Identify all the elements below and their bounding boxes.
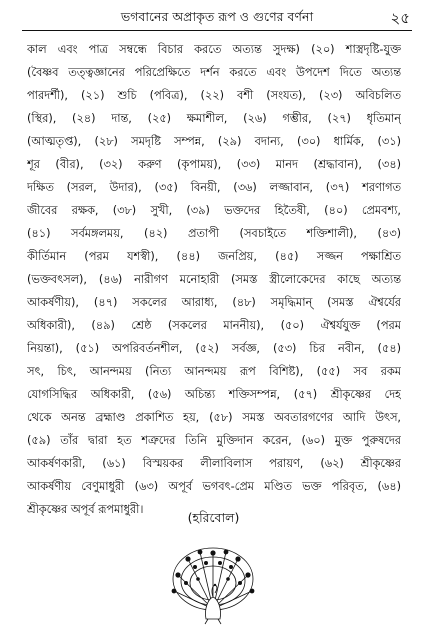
text-line: সৎ, চিৎ, আনন্দময় (নিত্য আনন্দময় রূপ বিশিষ্ট), (৫৫) সব রকম <box>27 365 401 378</box>
text-line: শ্রীকৃষ্ণের অপূর্ব রূপমাধুরী। <box>27 503 144 516</box>
text-line: আকর্ষণীয় বেণুমাধুরী (৬৩) অপূর্ব ভগবৎ-প্রেম মণ্ডিত ভক্ত পরিবৃত, (৬৪) <box>27 480 401 493</box>
text-line: (ভক্তবৎসল), (৪৬) নারীগণ মনোহারী (সমস্ত স্ত্রীলোকেদের কাছে অত্যন্ত <box>27 273 401 286</box>
text-line: (আত্মতৃপ্ত), (২৮) সমদৃষ্টি সম্পন্ন, (২৯) বদান্য, (৩০) ধার্মিক, (৩১) <box>27 135 401 148</box>
text-line: জীবের রক্ষক, (৩৮) সুখী, (৩৯) ভক্তদের হিতৈষী, (৪০) প্রেমবশ্য, <box>27 204 401 217</box>
text-line: (স্থির), (২৪) দান্ত, (২৫) ক্ষমাশীল, (২৬) গম্ভীর, (২৭) ধৃতিমান্ <box>27 112 401 125</box>
text-line: অধিকারী), (৪৯) শ্রেষ্ঠ (সকলের মাননীয়), (৫০) ঐশ্বর্যযুক্ত (পরম <box>27 319 401 332</box>
text-line: দক্ষিত (সরল, উদার), (৩৫) বিনয়ী, (৩৬) লজ্জাবান, (৩৭) শরণাগত <box>27 181 401 194</box>
text-line: যোগসিদ্ধির অধিকারী, (৫৬) অচিন্ত্য শক্তিসম্পন্ন, (৫৭) শ্রীকৃষ্ণের দেহ <box>27 388 401 401</box>
text-line: (৪১) সর্বমঙ্গলময়, (৪২) প্রতাপী (সবচাইতে শক্তিশালী), (৪৩) <box>27 227 401 240</box>
text-line: কাল এবং পাত্র সম্বন্ধে বিচার করতে অত্যন্ত সুদক্ষ) (২০) শাস্ত্রদৃষ্টি-যুক্ত <box>27 43 401 56</box>
text-line: কীর্তিমান (পরম যশস্বী), (৪৪) জনপ্রিয়, (৪৫) সজ্জন পক্ষাশ্রিত <box>27 250 401 263</box>
page-number: ২৫ <box>390 9 410 27</box>
body-text <box>27 38 401 521</box>
text-line: (৫৯) তাঁর দ্বারা হত শত্রুদের তিনি মুক্তিদান করেন, (৬০) মুক্ত পুরুষদের <box>27 434 401 447</box>
text-line: আকর্ষণকারী, (৬১) বিস্ময়কর লীলাবিলাস পরায়ণ, (৬২) শ্রীকৃষ্ণের <box>27 457 401 470</box>
text-line: আকর্ষণীয়), (৪৭) সকলের আরাধ্য, (৪৮) সমৃদ্ধিমান্ (সমস্ত ঐশ্বর্যের <box>27 296 401 309</box>
text-line: (বৈষ্ণব তত্ত্বজ্ঞানের পরিপ্রেক্ষিতে দর্শন করতে এবং উপদেশ দিতে অত্যন্ত <box>27 66 401 79</box>
text-line: পারদর্শী), (২১) শুচি (পবিত্র), (২২) বশী (সংযত), (২৩) অবিচলিত <box>27 89 401 102</box>
running-header <box>22 4 412 31</box>
peacock-icon <box>170 545 256 625</box>
text-line: থেকে অনন্ত ব্রহ্মাণ্ড প্রকাশিত হয়, (৫৮) সমস্ত অবতারগণের আদি উৎস, <box>27 411 401 424</box>
text-line: শূর (বীর), (৩২) করুণ (কৃপাময়), (৩৩) মানদ (শ্রদ্ধাবান), (৩৪) <box>27 158 401 171</box>
text-line: নিয়ন্তা), (৫১) অপরিবর্তনশীল, (৫২) সর্বজ্ঞ, (৫৩) চির নবীন, (৫৪) <box>27 342 401 355</box>
header-title: ভগবানের অপ্রাকৃত রূপ ও গুণের বর্ণনা <box>120 9 314 24</box>
closing-chant: (হরিবোল) <box>187 510 240 525</box>
